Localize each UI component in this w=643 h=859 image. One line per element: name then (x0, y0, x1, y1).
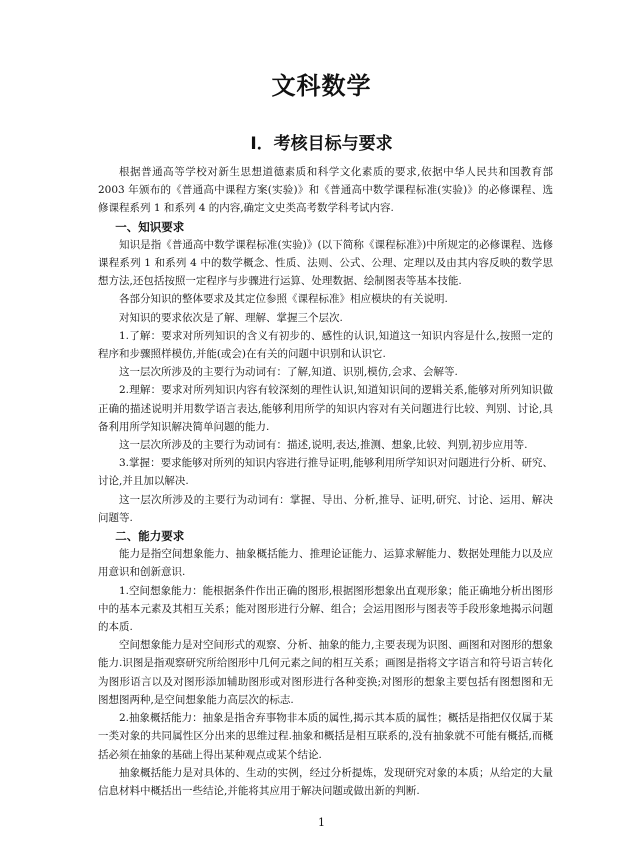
knowledge-paragraph: 知识是指《普通高中数学课程标准(实验)》(以下简称《课程标准》)中所规定的必修课程、选修课程系列 1 和系列 4 中的数学概念、性质、法则、公式、公理、定理以及由其内容反映的数学思想方法,还包括按照一定程序与步骤进行运算、处理数据、绘制图表等基本技能. (98, 238, 553, 288)
ability-paragraph: 抽象概括能力是对具体的、生动的实例，经过分析提炼，发现研究对象的本质；从给定的大量信息材料中概括出一些结论,并能将其应用于解决问题或做出新的判断. (98, 766, 553, 797)
heading-knowledge-requirements: 一、知识要求 (115, 219, 185, 234)
knowledge-paragraph: 3.掌握：要求能够对所列的知识内容进行推导证明,能够利用所学知识对问题进行分析、研究、讨论,并且加以解决. (98, 457, 553, 488)
knowledge-paragraph: 1.了解：要求对所列知识的含义有初步的、感性的认识,知道这一知识内容是什么,按照一定的程序和步骤照样模仿,并能(或会)在有关的问题中识别和认识它. (98, 329, 553, 361)
knowledge-paragraph: 这一层次所涉及的主要行为动词有：了解,知道、识别,模仿,会求、会解等. (119, 366, 458, 379)
document-title: 文科数学 (271, 72, 372, 100)
section-title: I．考核目标与要求 (250, 134, 393, 154)
ability-paragraph: 空间想象能力是对空间形式的观察、分析、抽象的能力,主要表现为识图、画图和对图形的想象能力.识图是指观察研究所给图形中几何元素之间的相互关系；画图是指将文字语言和符号语言转化为图形语言以及对图形添加辅助图形或对图形进行各种变换;对图形的想象主要包括有图想图和无图想图两种,是空间想象能力高层次的标志. (98, 639, 553, 706)
knowledge-paragraph: 2.理解：要求对所列知识内容有较深刻的理性认识,知道知识间的逻辑关系,能够对所列知识做正确的描述说明并用数学语言表达,能够利用所学的知识内容对有关问题进行比较、判别、讨论,具备利用所学知识解决简单问题的能力. (98, 384, 553, 433)
page-number: 1 (318, 816, 325, 829)
heading-ability-requirements: 二、能力要求 (115, 529, 185, 544)
knowledge-paragraph: 对知识的要求依次是了解、理解、掌握三个层次. (119, 311, 343, 324)
knowledge-paragraph: 这一层次所涉及的主要行为动词有：描述,说明,表达,推测、想象,比较、判别,初步应用等. (119, 439, 528, 452)
intro-paragraph: 根据普通高等学校对新生思想道德素质和科学文化素质的要求,依据中华人民共和国教育部 2003 年颁布的《普通高中课程方案(实验)》和《普通高中数学课程标准(实验)》的必修课程、选修课程系列 1 和系列 4 的内容,确定文史类高考数学科考试内容. (98, 166, 553, 215)
knowledge-paragraph: 各部分知识的整体要求及其定位参照《课程标准》相应模块的有关说明. (119, 293, 448, 306)
document-body (98, 163, 553, 800)
ability-paragraph: 能力是指空间想象能力、抽象概括能力、推理论证能力、运算求解能力、数据处理能力以及应用意识和创新意识. (98, 548, 553, 579)
ability-paragraph: 1.空间想象能力：能根据条件作出正确的图形,根据图形想象出直观形象；能正确地分析出图形中的基本元素及其相互关系；能对图形进行分解、组合；会运用图形与图表等手段形象地揭示问题的本质. (98, 584, 553, 634)
ability-paragraph: 2.抽象概括能力：抽象是指舍弃事物非本质的属性,揭示其本质的属性；概括是指把仅仅属于某一类对象的共同属性区分出来的思维过程.抽象和概括是相互联系的,没有抽象就不可能有概括,而概括必须在抽象的基础上得出某种观点或某个结论. (98, 712, 553, 761)
knowledge-paragraph: 这一层次所涉及的主要行为动词有：掌握、导出、分析,推导、证明,研究、讨论、运用、解决问题等. (98, 493, 553, 524)
